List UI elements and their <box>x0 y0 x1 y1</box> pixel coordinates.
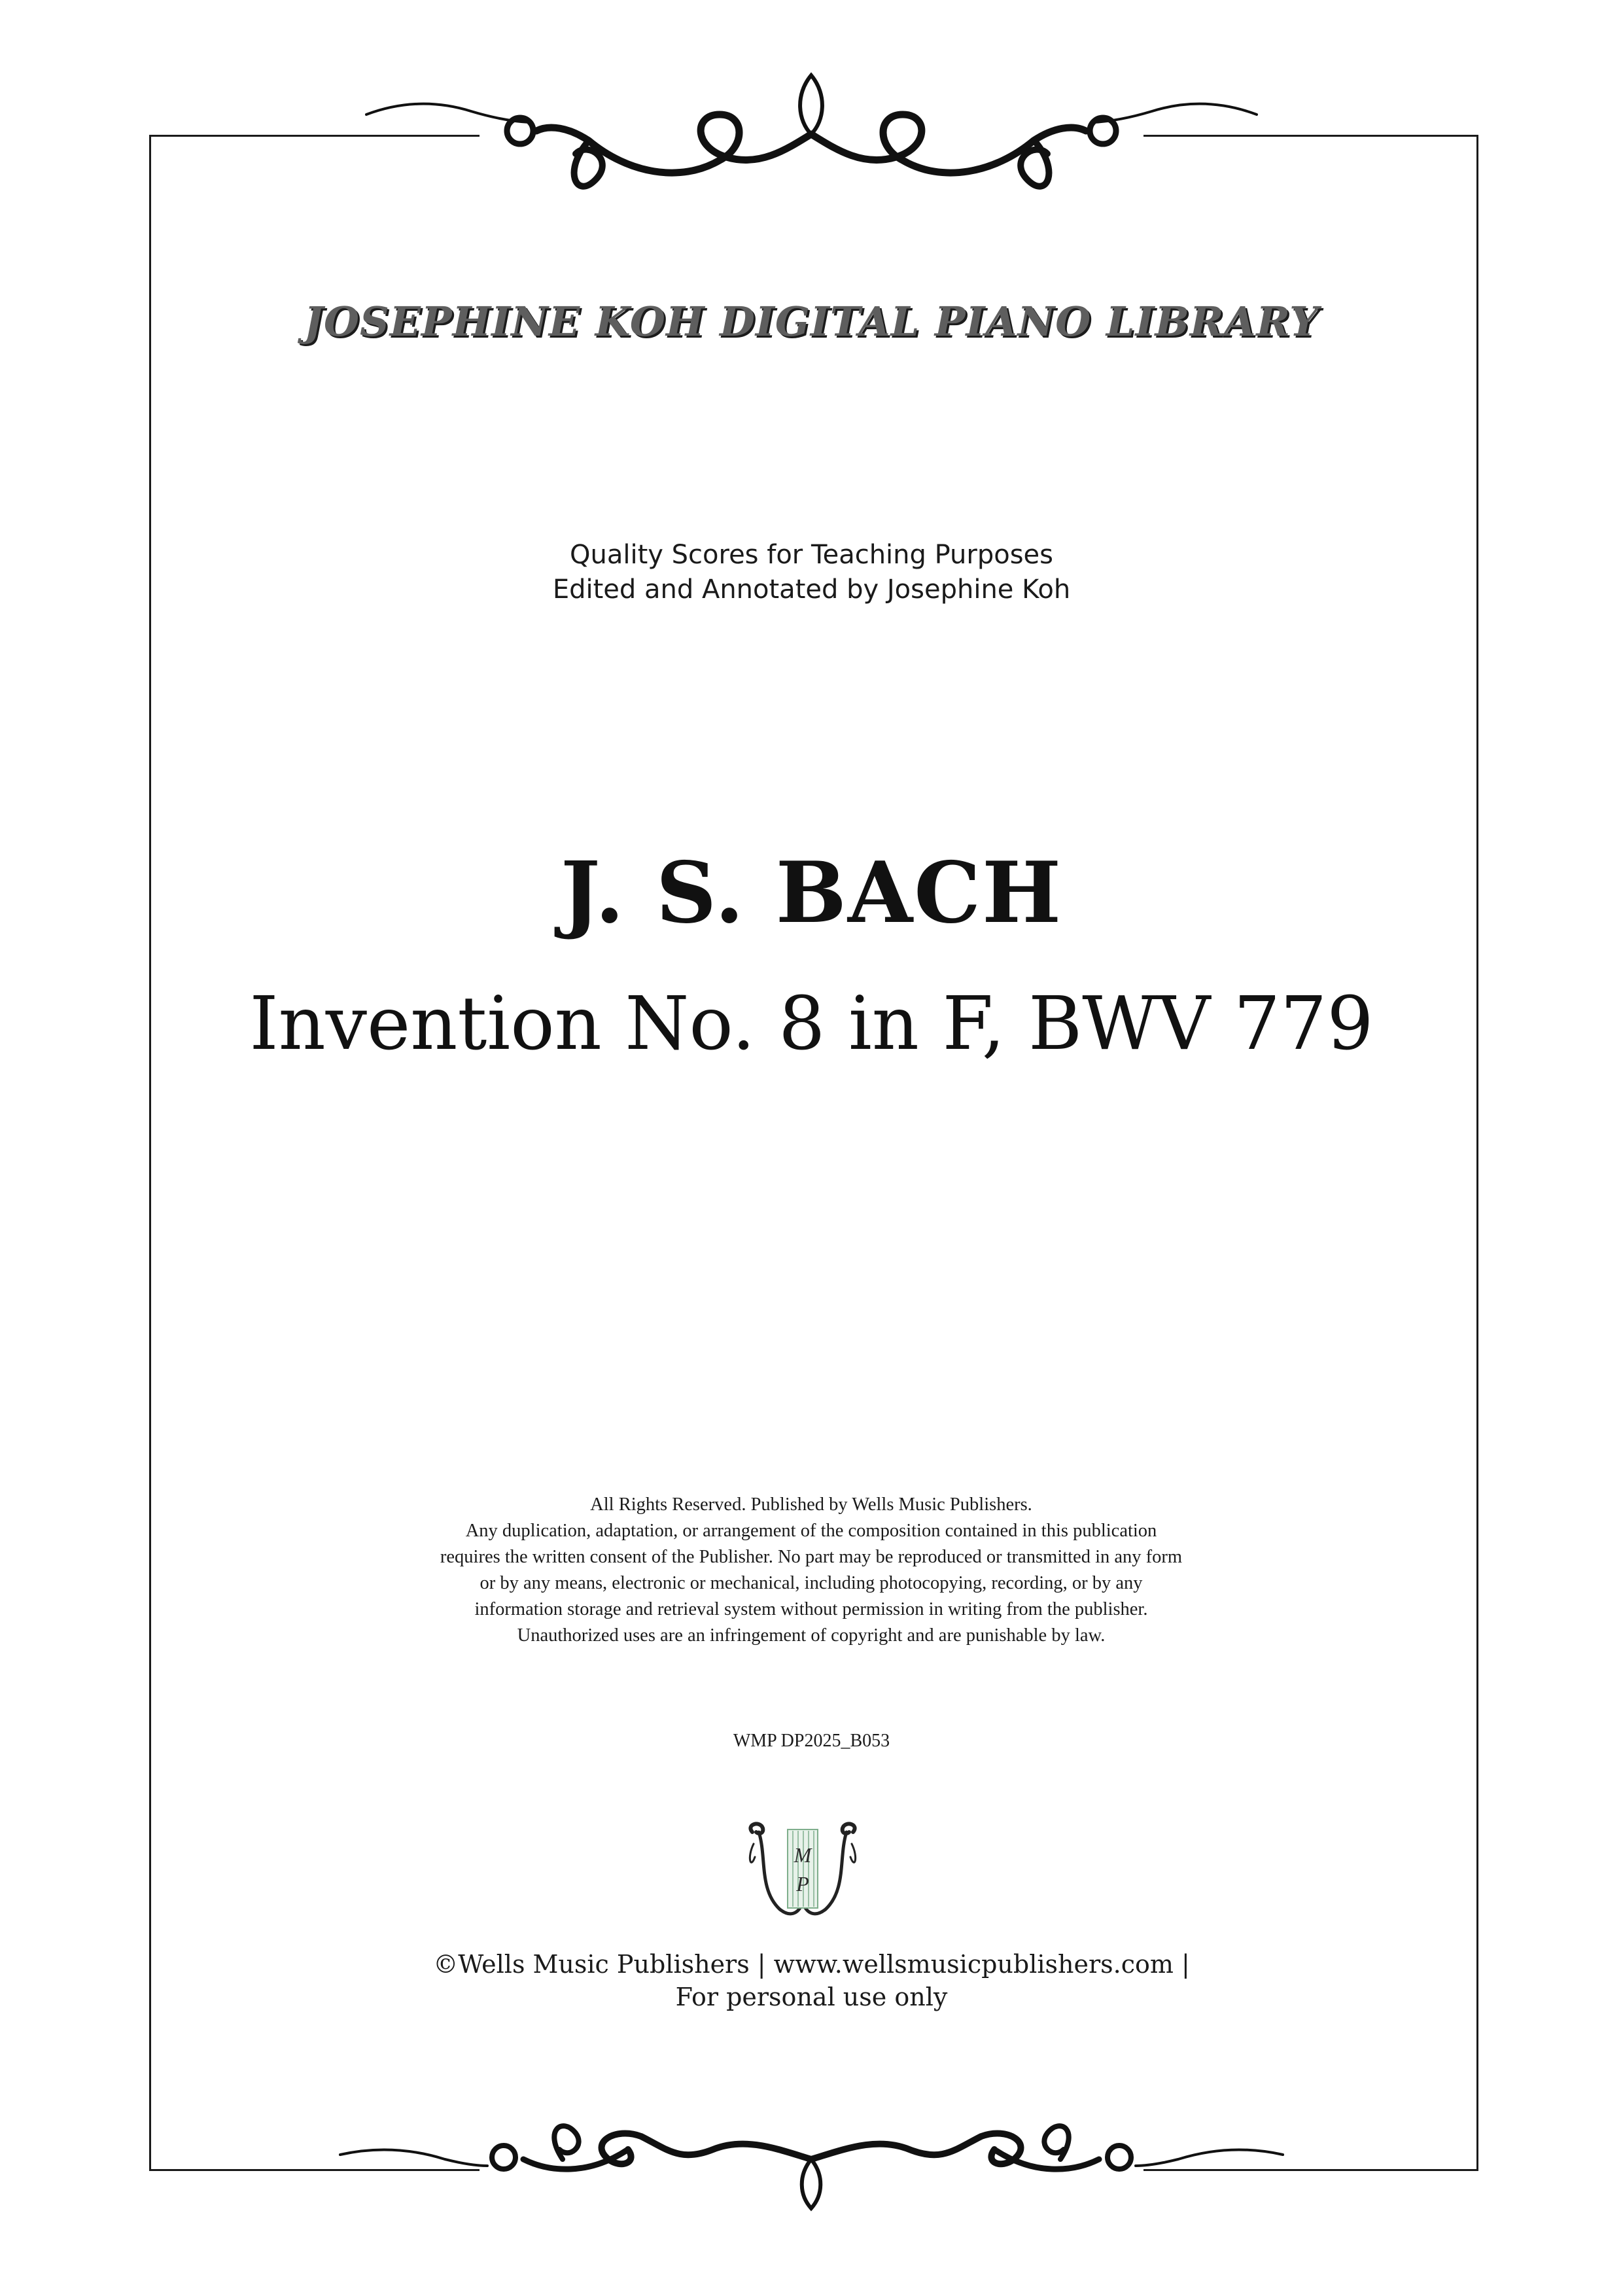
library-title: JOSEPHINE KOH DIGITAL PIANO LIBRARY <box>304 298 1319 345</box>
frame-right-line <box>1476 135 1478 2171</box>
frame-left-line <box>149 135 151 2171</box>
tagline-editor: Edited and Annotated by Josephine Koh <box>552 574 1071 605</box>
top-ornament-icon <box>0 62 1623 200</box>
publisher-website-line: ©Wells Music Publishers | www.wellsmusicpublishers.com | <box>433 1950 1190 1979</box>
tagline-quality: Quality Scores for Teaching Purposes <box>570 540 1053 570</box>
copyright-line: information storage and retrieval system without permission in writing from the publisher. <box>474 1599 1148 1619</box>
copyright-line: requires the written consent of the Publisher. No part may be reproduced or transmitted in any form <box>440 1547 1183 1567</box>
personal-use-line: For personal use only <box>675 1983 948 2011</box>
logo-letter-p: P <box>796 1872 809 1896</box>
copyright-line: or by any means, electronic or mechanical, including photocopying, recording, or by any <box>480 1573 1143 1593</box>
composer-name: J. S. BACH <box>560 844 1063 942</box>
catalog-number: WMP DP2025_B053 <box>733 1731 890 1751</box>
copyright-line: All Rights Reserved. Published by Wells Music Publishers. <box>590 1494 1032 1515</box>
copyright-notice <box>275 1492 1348 1649</box>
work-title: Invention No. 8 in F, BWV 779 <box>249 981 1374 1067</box>
copyright-line: Any duplication, adaptation, or arrangement of the composition contained in this publication <box>465 1521 1157 1541</box>
lyre-logo-icon <box>741 1818 865 1922</box>
copyright-line: Unauthorized uses are an infringement of copyright and are punishable by law. <box>517 1625 1106 1646</box>
bottom-ornament-icon <box>0 2097 1623 2215</box>
logo-letter-m: M <box>794 1843 812 1867</box>
